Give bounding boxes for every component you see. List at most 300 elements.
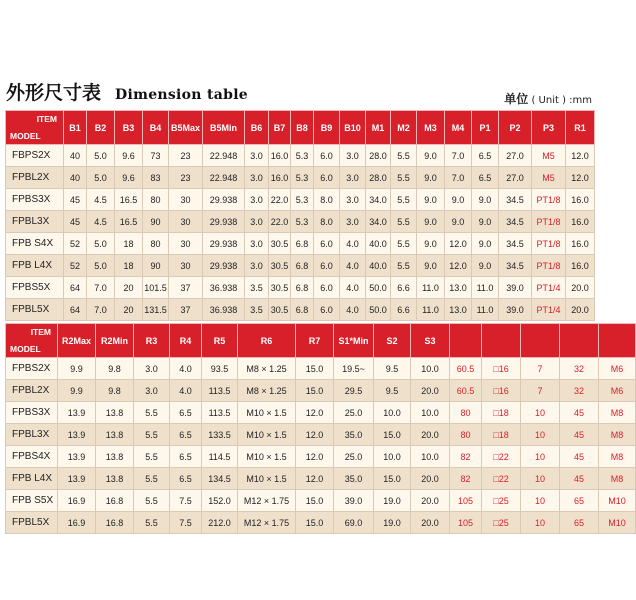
table1-column-header: M1 xyxy=(366,111,391,145)
value-cell: 30.5 xyxy=(269,277,291,299)
value-cell: 3.0 xyxy=(245,167,269,189)
value-cell: 9.0 xyxy=(445,189,472,211)
value-cell: 7 xyxy=(521,380,560,402)
value-cell: 5.3 xyxy=(291,211,314,233)
value-cell: 30 xyxy=(169,189,203,211)
value-cell: 5.5 xyxy=(134,490,170,512)
value-cell: M10 xyxy=(599,490,636,512)
table1-column-header: P1 xyxy=(472,111,499,145)
value-cell: 7.5 xyxy=(170,512,202,534)
model-cell: FPB L4X xyxy=(6,468,58,490)
value-cell: M10 × 1.5 xyxy=(238,424,296,446)
value-cell: 23 xyxy=(169,145,203,167)
table1-column-header: B5Min xyxy=(203,111,245,145)
value-cell: 64 xyxy=(64,299,87,321)
value-cell: 7.0 xyxy=(445,167,472,189)
value-cell: 10.0 xyxy=(374,446,411,468)
table2-column-header: R7 xyxy=(296,324,334,358)
table1-column-header: P3 xyxy=(532,111,566,145)
table1-column-header: B3 xyxy=(115,111,143,145)
corner-item-label: ITEM xyxy=(30,327,51,337)
value-cell: 20.0 xyxy=(411,380,450,402)
value-cell: 114.5 xyxy=(202,446,238,468)
unit-value: ( Unit ) :mm xyxy=(531,95,592,106)
value-cell: 12.0 xyxy=(445,233,472,255)
value-cell: M5 xyxy=(532,145,566,167)
value-cell: 3.0 xyxy=(245,145,269,167)
unit-label xyxy=(504,90,592,107)
model-cell: FPBL5X xyxy=(6,299,64,321)
value-cell: 30.5 xyxy=(269,233,291,255)
value-cell: 4.0 xyxy=(170,358,202,380)
table2-row xyxy=(6,446,636,468)
value-cell: 52 xyxy=(64,255,87,277)
value-cell: 13.9 xyxy=(58,468,96,490)
value-cell: 113.5 xyxy=(202,380,238,402)
value-cell: 7.0 xyxy=(445,145,472,167)
value-cell: 15.0 xyxy=(296,490,334,512)
model-cell: FPBS3X xyxy=(6,402,58,424)
table1-column-header: B9 xyxy=(314,111,340,145)
value-cell: 4.0 xyxy=(340,277,366,299)
value-cell: 39.0 xyxy=(499,277,532,299)
value-cell: 10 xyxy=(521,402,560,424)
table2-column-header: R5 xyxy=(202,324,238,358)
value-cell: 45 xyxy=(560,468,599,490)
value-cell: 6.0 xyxy=(314,299,340,321)
table2-column-header: R3 xyxy=(134,324,170,358)
value-cell: 29.5 xyxy=(334,380,374,402)
value-cell: 80 xyxy=(143,189,169,211)
value-cell: 16.5 xyxy=(115,189,143,211)
value-cell: 45 xyxy=(64,211,87,233)
value-cell: 40 xyxy=(64,145,87,167)
value-cell: 65 xyxy=(560,490,599,512)
value-cell: 35.0 xyxy=(334,468,374,490)
value-cell: 5.5 xyxy=(391,255,417,277)
value-cell: 20.0 xyxy=(411,512,450,534)
value-cell: 3.0 xyxy=(340,167,366,189)
value-cell: 16.0 xyxy=(566,211,595,233)
value-cell: 82 xyxy=(450,468,482,490)
value-cell: 3.0 xyxy=(245,255,269,277)
value-cell: 9.0 xyxy=(445,211,472,233)
value-cell: 6.6 xyxy=(391,299,417,321)
table2-column-header xyxy=(521,324,560,358)
value-cell: 82 xyxy=(450,446,482,468)
value-cell: 34.5 xyxy=(499,233,532,255)
value-cell: 5.5 xyxy=(391,189,417,211)
table2-column-header: S1*Min xyxy=(334,324,374,358)
value-cell: M6 xyxy=(599,358,636,380)
value-cell: 28.0 xyxy=(366,145,391,167)
value-cell: 5.5 xyxy=(391,167,417,189)
model-cell: FPBS3X xyxy=(6,189,64,211)
value-cell: M10 × 1.5 xyxy=(238,446,296,468)
value-cell: 105 xyxy=(450,512,482,534)
table1-column-header: B5Max xyxy=(169,111,203,145)
value-cell: 16.9 xyxy=(58,490,96,512)
value-cell: 60.5 xyxy=(450,358,482,380)
value-cell: □22 xyxy=(482,446,521,468)
value-cell: 5.0 xyxy=(87,145,115,167)
value-cell: 5.5 xyxy=(134,424,170,446)
value-cell: 37 xyxy=(169,299,203,321)
value-cell: 69.0 xyxy=(334,512,374,534)
value-cell: 134.5 xyxy=(202,468,238,490)
value-cell: 11.0 xyxy=(472,277,499,299)
value-cell: 15.0 xyxy=(296,380,334,402)
value-cell: 20.0 xyxy=(411,468,450,490)
value-cell: 29.938 xyxy=(203,255,245,277)
table1-row xyxy=(6,189,595,211)
value-cell: 9.0 xyxy=(472,189,499,211)
value-cell: 9.8 xyxy=(96,358,134,380)
value-cell: 105 xyxy=(450,490,482,512)
value-cell: M10 × 1.5 xyxy=(238,402,296,424)
value-cell: 34.5 xyxy=(499,211,532,233)
value-cell: 27.0 xyxy=(499,145,532,167)
value-cell: 90 xyxy=(143,211,169,233)
table1-row xyxy=(6,255,595,277)
value-cell: 131.5 xyxy=(143,299,169,321)
value-cell: 65 xyxy=(560,512,599,534)
table2-column-header: R6 xyxy=(238,324,296,358)
model-cell: FPBL3X xyxy=(6,211,64,233)
value-cell: 5.5 xyxy=(391,233,417,255)
value-cell: 9.8 xyxy=(96,380,134,402)
value-cell: 39.0 xyxy=(499,299,532,321)
table2-row xyxy=(6,490,636,512)
dimension-table-1 xyxy=(5,110,595,321)
value-cell: 6.5 xyxy=(170,402,202,424)
value-cell: 5.0 xyxy=(87,255,115,277)
table1-column-header: B2 xyxy=(87,111,115,145)
value-cell: 3.0 xyxy=(245,189,269,211)
value-cell: 22.0 xyxy=(269,189,291,211)
value-cell: 28.0 xyxy=(366,167,391,189)
value-cell: 11.0 xyxy=(472,299,499,321)
value-cell: 9.0 xyxy=(417,211,445,233)
value-cell: 9.5 xyxy=(374,358,411,380)
value-cell: 10 xyxy=(521,424,560,446)
value-cell: 20 xyxy=(115,277,143,299)
value-cell: 13.8 xyxy=(96,424,134,446)
table1-column-header: B6 xyxy=(245,111,269,145)
value-cell: 5.3 xyxy=(291,189,314,211)
value-cell: 12.0 xyxy=(296,468,334,490)
value-cell: M6 xyxy=(599,380,636,402)
table2-column-header: R4 xyxy=(170,324,202,358)
model-cell: FPB S4X xyxy=(6,233,64,255)
value-cell: 36.938 xyxy=(203,277,245,299)
table2-row xyxy=(6,402,636,424)
value-cell: 39.0 xyxy=(334,490,374,512)
value-cell: 34.5 xyxy=(499,255,532,277)
value-cell: 152.0 xyxy=(202,490,238,512)
value-cell: 10.0 xyxy=(374,402,411,424)
value-cell: 13.8 xyxy=(96,468,134,490)
value-cell: □18 xyxy=(482,402,521,424)
value-cell: 10 xyxy=(521,468,560,490)
value-cell: 10.0 xyxy=(411,358,450,380)
value-cell: 9.9 xyxy=(58,380,96,402)
table2-column-header xyxy=(482,324,521,358)
value-cell: 22.948 xyxy=(203,167,245,189)
value-cell: M8 × 1.25 xyxy=(238,380,296,402)
value-cell: PT1/8 xyxy=(532,255,566,277)
value-cell: 29.938 xyxy=(203,211,245,233)
value-cell: 64 xyxy=(64,277,87,299)
value-cell: 5.3 xyxy=(291,167,314,189)
value-cell: 6.5 xyxy=(170,424,202,446)
model-cell: FPBL2X xyxy=(6,167,64,189)
value-cell: 4.5 xyxy=(87,211,115,233)
title-english: Dimension table xyxy=(115,87,249,103)
table2-row xyxy=(6,380,636,402)
table2-row xyxy=(6,468,636,490)
value-cell: 18 xyxy=(115,255,143,277)
value-cell: 6.6 xyxy=(391,277,417,299)
value-cell: 4.0 xyxy=(340,299,366,321)
value-cell: 10 xyxy=(521,490,560,512)
value-cell: 10.0 xyxy=(411,402,450,424)
value-cell: 27.0 xyxy=(499,167,532,189)
value-cell: 9.0 xyxy=(417,145,445,167)
value-cell: 9.5 xyxy=(374,380,411,402)
value-cell: 18 xyxy=(115,233,143,255)
value-cell: 5.5 xyxy=(391,211,417,233)
value-cell: 8.0 xyxy=(314,189,340,211)
value-cell: 9.0 xyxy=(417,167,445,189)
value-cell: 12.0 xyxy=(296,424,334,446)
table1-row xyxy=(6,167,595,189)
table1-row xyxy=(6,145,595,167)
value-cell: PT1/4 xyxy=(532,299,566,321)
value-cell: 7.0 xyxy=(87,277,115,299)
value-cell: 15.0 xyxy=(296,358,334,380)
value-cell: 3.5 xyxy=(245,299,269,321)
value-cell: 8.0 xyxy=(314,211,340,233)
table1-row xyxy=(6,277,595,299)
table1-column-header: B10 xyxy=(340,111,366,145)
table2-corner-header xyxy=(6,324,58,358)
value-cell: 52 xyxy=(64,233,87,255)
value-cell: 20.0 xyxy=(411,490,450,512)
value-cell: 6.8 xyxy=(291,255,314,277)
value-cell: 7.5 xyxy=(170,490,202,512)
title-chinese: 外形尺寸表 xyxy=(6,82,102,104)
value-cell: 6.0 xyxy=(314,277,340,299)
value-cell: 73 xyxy=(143,145,169,167)
value-cell: 13.0 xyxy=(445,277,472,299)
value-cell: 16.8 xyxy=(96,512,134,534)
value-cell: 20 xyxy=(115,299,143,321)
value-cell: 6.8 xyxy=(291,299,314,321)
value-cell: 34.5 xyxy=(499,189,532,211)
value-cell: M8 xyxy=(599,446,636,468)
model-cell: FPBL3X xyxy=(6,424,58,446)
value-cell: 16.8 xyxy=(96,490,134,512)
value-cell: 9.0 xyxy=(472,255,499,277)
table1-column-header: R1 xyxy=(566,111,595,145)
value-cell: 212.0 xyxy=(202,512,238,534)
table2-row xyxy=(6,424,636,446)
value-cell: 9.6 xyxy=(115,167,143,189)
value-cell: 5.0 xyxy=(87,167,115,189)
value-cell: 113.5 xyxy=(202,402,238,424)
value-cell: 133.5 xyxy=(202,424,238,446)
value-cell: PT1/8 xyxy=(532,189,566,211)
value-cell: 12.0 xyxy=(296,402,334,424)
value-cell: 3.0 xyxy=(245,233,269,255)
value-cell: 10.0 xyxy=(411,446,450,468)
value-cell: M10 xyxy=(599,512,636,534)
value-cell: □16 xyxy=(482,380,521,402)
value-cell: 45 xyxy=(64,189,87,211)
value-cell: 16.5 xyxy=(115,211,143,233)
value-cell: 16.0 xyxy=(269,167,291,189)
table1-column-header: B7 xyxy=(269,111,291,145)
value-cell: 12.0 xyxy=(445,255,472,277)
value-cell: 37 xyxy=(169,277,203,299)
value-cell: □16 xyxy=(482,358,521,380)
value-cell: M8 xyxy=(599,402,636,424)
table2-column-header: R2Min xyxy=(96,324,134,358)
value-cell: M8 xyxy=(599,424,636,446)
value-cell: 6.8 xyxy=(291,233,314,255)
value-cell: 6.5 xyxy=(170,446,202,468)
value-cell: 3.0 xyxy=(134,380,170,402)
value-cell: 32 xyxy=(560,358,599,380)
table1-column-header: P2 xyxy=(499,111,532,145)
value-cell: 9.0 xyxy=(472,211,499,233)
value-cell: 90 xyxy=(143,255,169,277)
value-cell: 15.0 xyxy=(296,512,334,534)
value-cell: 5.5 xyxy=(134,468,170,490)
value-cell: 34.0 xyxy=(366,189,391,211)
table2-column-header: S2 xyxy=(374,324,411,358)
value-cell: 30 xyxy=(169,211,203,233)
value-cell: 13.9 xyxy=(58,402,96,424)
value-cell: 9.0 xyxy=(417,255,445,277)
value-cell: 16.0 xyxy=(566,233,595,255)
value-cell: 45 xyxy=(560,402,599,424)
table2-row xyxy=(6,358,636,380)
corner-model-label: MODEL xyxy=(10,344,41,354)
table1-column-header: M3 xyxy=(417,111,445,145)
table2-column-header xyxy=(599,324,636,358)
value-cell: 6.0 xyxy=(314,145,340,167)
value-cell: 4.0 xyxy=(170,380,202,402)
unit-label-cn: 单位 xyxy=(504,92,529,106)
value-cell: 32 xyxy=(560,380,599,402)
value-cell: 22.0 xyxy=(269,211,291,233)
value-cell: 15.0 xyxy=(374,424,411,446)
value-cell: 3.0 xyxy=(340,189,366,211)
value-cell: 35.0 xyxy=(334,424,374,446)
table1-column-header: B8 xyxy=(291,111,314,145)
value-cell: 9.6 xyxy=(115,145,143,167)
value-cell: □22 xyxy=(482,468,521,490)
value-cell: 30.5 xyxy=(269,299,291,321)
model-cell: FPBS4X xyxy=(6,446,58,468)
value-cell: 30 xyxy=(169,255,203,277)
table2-column-header: S3 xyxy=(411,324,450,358)
value-cell: 5.5 xyxy=(134,512,170,534)
value-cell: 16.9 xyxy=(58,512,96,534)
value-cell: 80 xyxy=(450,402,482,424)
value-cell: 30 xyxy=(169,233,203,255)
table1-column-header: B4 xyxy=(143,111,169,145)
value-cell: 25.0 xyxy=(334,446,374,468)
value-cell: 9.9 xyxy=(58,358,96,380)
value-cell: M10 × 1.5 xyxy=(238,468,296,490)
table2-column-header xyxy=(450,324,482,358)
value-cell: 19.0 xyxy=(374,490,411,512)
value-cell: 13.0 xyxy=(445,299,472,321)
value-cell: 10 xyxy=(521,446,560,468)
value-cell: 20.0 xyxy=(566,299,595,321)
value-cell: 11.0 xyxy=(417,299,445,321)
value-cell: 7 xyxy=(521,358,560,380)
table2-column-header: R2Max xyxy=(58,324,96,358)
value-cell: 16.0 xyxy=(566,189,595,211)
value-cell: 40.0 xyxy=(366,233,391,255)
value-cell: 25.0 xyxy=(334,402,374,424)
value-cell: 6.8 xyxy=(291,277,314,299)
corner-model-label: MODEL xyxy=(10,131,41,141)
value-cell: PT1/4 xyxy=(532,277,566,299)
value-cell: 5.5 xyxy=(391,145,417,167)
value-cell: 13.9 xyxy=(58,446,96,468)
page-title xyxy=(6,78,248,104)
model-cell: FPB S5X xyxy=(6,490,58,512)
dimension-table-2 xyxy=(5,323,636,534)
value-cell: 5.0 xyxy=(87,233,115,255)
table1-corner-header xyxy=(6,111,64,145)
value-cell: 6.0 xyxy=(314,233,340,255)
value-cell: 101.5 xyxy=(143,277,169,299)
value-cell: 10 xyxy=(521,512,560,534)
model-cell: FPB L4X xyxy=(6,255,64,277)
value-cell: 3.0 xyxy=(340,211,366,233)
value-cell: M8 xyxy=(599,468,636,490)
value-cell: 6.5 xyxy=(472,145,499,167)
value-cell: 12.0 xyxy=(566,145,595,167)
value-cell: 11.0 xyxy=(417,277,445,299)
value-cell: 13.9 xyxy=(58,424,96,446)
value-cell: 20.0 xyxy=(566,277,595,299)
value-cell: 22.948 xyxy=(203,145,245,167)
value-cell: 29.938 xyxy=(203,233,245,255)
value-cell: 4.0 xyxy=(340,255,366,277)
value-cell: □25 xyxy=(482,490,521,512)
value-cell: 6.0 xyxy=(314,255,340,277)
value-cell: 3.0 xyxy=(134,358,170,380)
value-cell: 23 xyxy=(169,167,203,189)
value-cell: 12.0 xyxy=(566,167,595,189)
value-cell: 34.0 xyxy=(366,211,391,233)
value-cell: PT1/8 xyxy=(532,211,566,233)
value-cell: 19.0 xyxy=(374,512,411,534)
value-cell: M12 × 1.75 xyxy=(238,490,296,512)
value-cell: 6.5 xyxy=(472,167,499,189)
value-cell: 45 xyxy=(560,446,599,468)
value-cell: 20.0 xyxy=(411,424,450,446)
model-cell: FPBL2X xyxy=(6,380,58,402)
value-cell: PT1/8 xyxy=(532,233,566,255)
